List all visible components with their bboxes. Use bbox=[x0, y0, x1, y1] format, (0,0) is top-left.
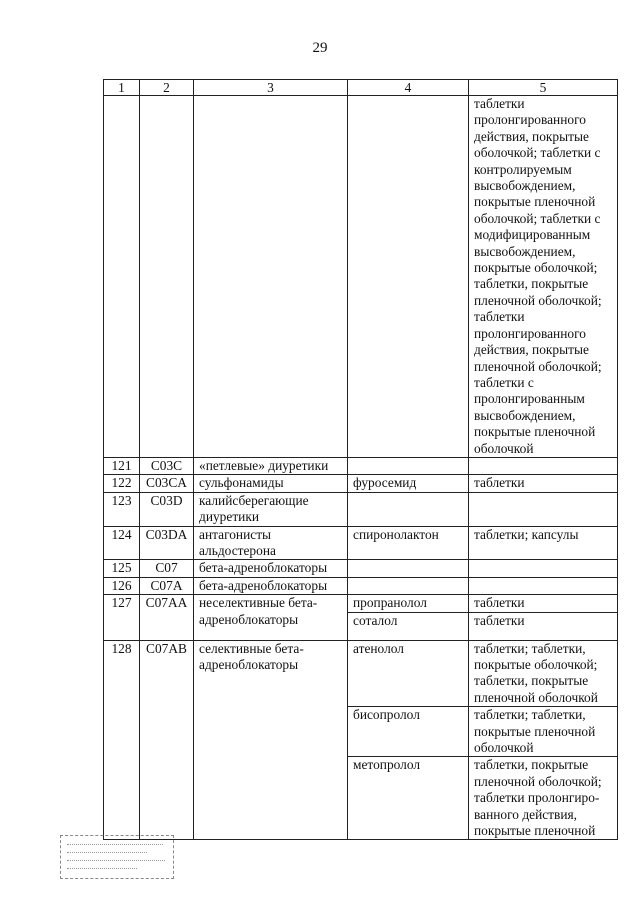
table-row bbox=[104, 526, 618, 560]
table-row bbox=[104, 492, 618, 526]
header-cell: 5 bbox=[469, 80, 618, 96]
dosage-form-cell bbox=[469, 457, 618, 474]
group-name-cell: неселективные бета- адреноблокаторы bbox=[194, 595, 348, 640]
atc-code-cell: C07AA bbox=[140, 595, 194, 640]
atc-code-cell: C03C bbox=[140, 457, 194, 474]
table-row bbox=[104, 475, 618, 492]
table-cell bbox=[104, 96, 140, 458]
table-cell bbox=[140, 96, 194, 458]
dosage-form-cell: таблетки, покрытые пленочной оболочкой; таблетки пролонгиро- ванного действия, покрытые пленочной bbox=[469, 757, 618, 840]
dosage-form-cell bbox=[469, 492, 618, 526]
drug-name-cell bbox=[348, 577, 469, 594]
table-row bbox=[104, 577, 618, 594]
drug-name-cell: атенолол bbox=[348, 640, 469, 707]
atc-code-cell: C07A bbox=[140, 577, 194, 594]
table-cell bbox=[348, 96, 469, 458]
drug-name-cell: соталол bbox=[348, 612, 469, 640]
row-number-cell: 125 bbox=[104, 560, 140, 577]
dosage-form-cell: таблетки пролонгированного действия, покрытые оболочкой; таблетки с контролируемым высвобождением, покрытые пленочной оболочкой; таблетки с модифицированным высвобождением, покрытые оболочкой; таблетки, покрытые пленочной оболочкой; таблетки пролонгированного действия, покрытые пленочной оболочкой; таблетки с пролонгированным высвобождением, покрытые пленочной оболочкой bbox=[469, 96, 618, 458]
table-row bbox=[104, 640, 618, 707]
header-cell: 2 bbox=[140, 80, 194, 96]
drug-name-cell bbox=[348, 457, 469, 474]
row-number-cell: 128 bbox=[104, 640, 140, 840]
table-row bbox=[104, 560, 618, 577]
row-number-cell: 126 bbox=[104, 577, 140, 594]
group-name-cell: сульфонамиды bbox=[194, 475, 348, 492]
registration-stamp bbox=[60, 835, 174, 879]
drug-name-cell: фуросемид bbox=[348, 475, 469, 492]
header-cell: 4 bbox=[348, 80, 469, 96]
row-number-cell: 121 bbox=[104, 457, 140, 474]
drug-name-cell bbox=[348, 560, 469, 577]
atc-code-cell: C07AB bbox=[140, 640, 194, 840]
table-body bbox=[104, 457, 618, 840]
row-number-cell: 124 bbox=[104, 526, 140, 560]
atc-code-cell: C03DA bbox=[140, 526, 194, 560]
group-name-cell: бета-адреноблокаторы bbox=[194, 560, 348, 577]
drug-name-cell bbox=[348, 492, 469, 526]
group-name-cell: селективные бета- адреноблокаторы bbox=[194, 640, 348, 840]
group-name-cell: калийсберегающие диуретики bbox=[194, 492, 348, 526]
group-name-cell: бета-адреноблокаторы bbox=[194, 577, 348, 594]
dosage-form-cell bbox=[469, 577, 618, 594]
row-number-cell: 122 bbox=[104, 475, 140, 492]
row-number-cell: 127 bbox=[104, 595, 140, 640]
drug-name-cell: бисопролол bbox=[348, 707, 469, 757]
table-header-row bbox=[104, 80, 618, 96]
group-name-cell: «петлевые» диуретики bbox=[194, 457, 348, 474]
page-number: 29 bbox=[312, 40, 328, 56]
continuation-row bbox=[104, 96, 618, 458]
row-number-cell: 123 bbox=[104, 492, 140, 526]
dosage-form-cell: таблетки; капсулы bbox=[469, 526, 618, 560]
dosage-form-cell bbox=[469, 560, 618, 577]
drug-name-cell: спиронолактон bbox=[348, 526, 469, 560]
group-name-cell: антагонисты альдостерона bbox=[194, 526, 348, 560]
header-cell: 1 bbox=[104, 80, 140, 96]
dosage-form-cell: таблетки bbox=[469, 475, 618, 492]
drug-name-cell: метопролол bbox=[348, 757, 469, 840]
atc-code-cell: C07 bbox=[140, 560, 194, 577]
drug-name-cell: пропранолол bbox=[348, 595, 469, 612]
dosage-form-cell: таблетки bbox=[469, 595, 618, 612]
header-cell: 3 bbox=[194, 80, 348, 96]
dosage-form-cell: таблетки; таблетки, покрытые оболочкой; таблетки, покрытые пленочной оболочкой bbox=[469, 640, 618, 707]
table-row bbox=[104, 457, 618, 474]
table-row bbox=[104, 595, 618, 612]
dosage-form-cell: таблетки bbox=[469, 612, 618, 640]
atc-code-cell: C03D bbox=[140, 492, 194, 526]
atc-code-cell: C03CA bbox=[140, 475, 194, 492]
dosage-form-cell: таблетки; таблетки, покрытые пленочной оболочкой bbox=[469, 707, 618, 757]
medication-table bbox=[103, 79, 618, 840]
table-cell bbox=[194, 96, 348, 458]
